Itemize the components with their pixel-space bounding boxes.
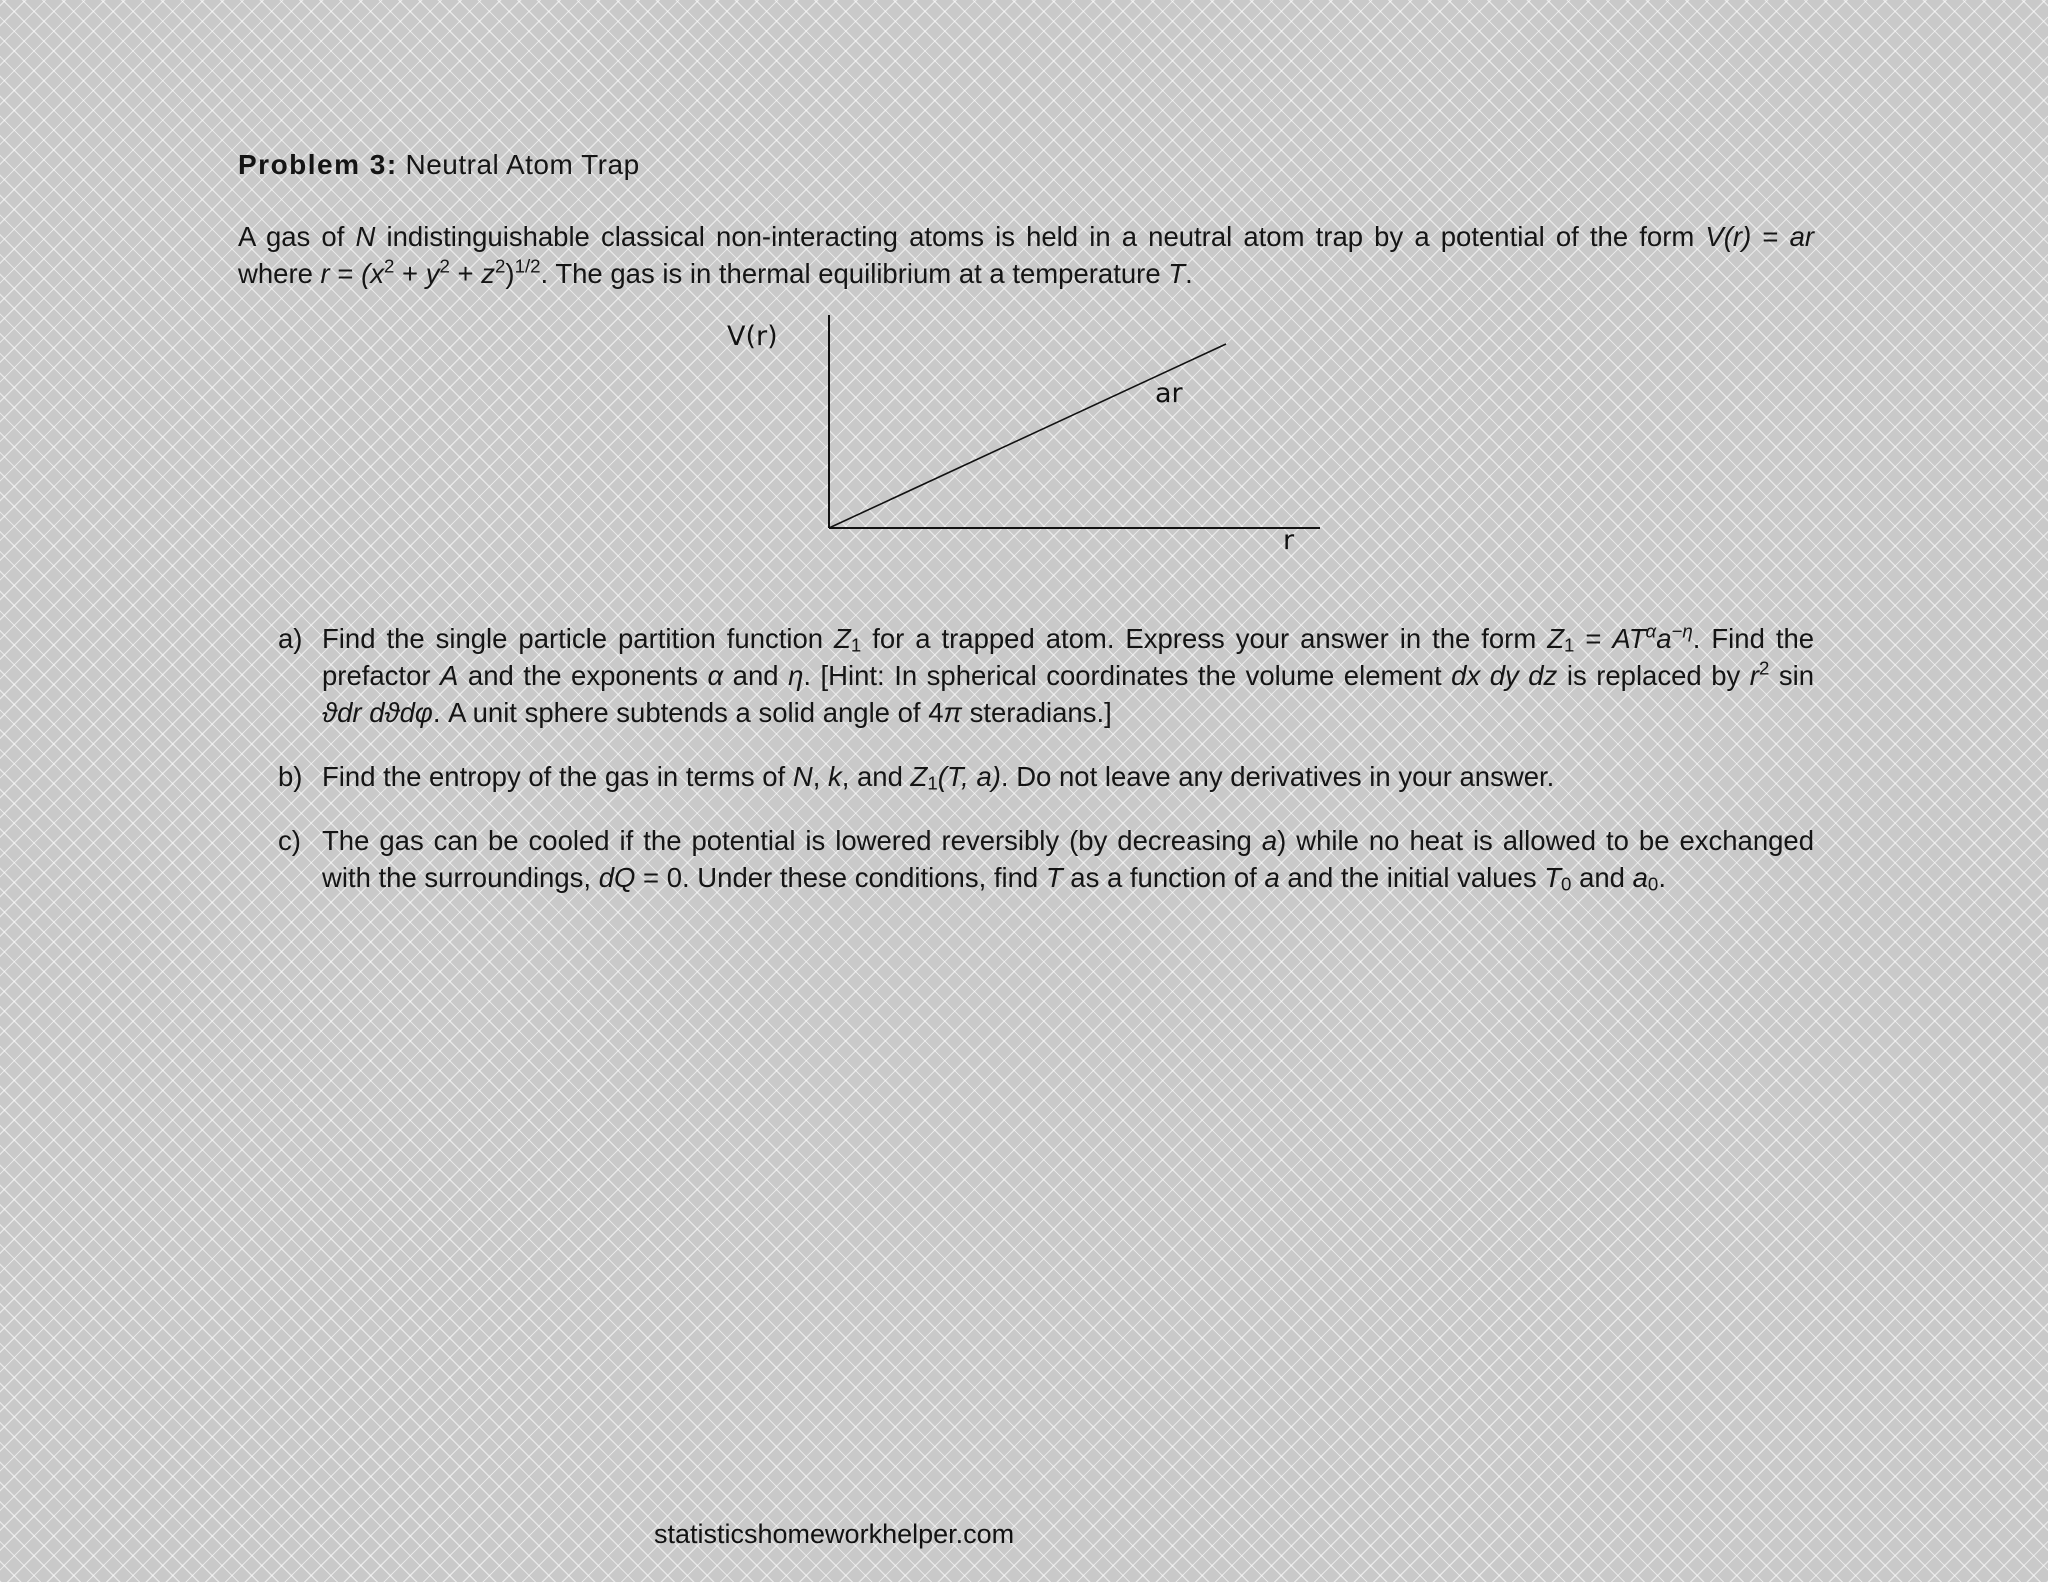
math-exponent: 2	[1758, 657, 1770, 679]
math-r-arg: (r)	[1723, 221, 1752, 252]
math-eta: η	[788, 660, 804, 691]
math-r: r	[1749, 660, 1759, 691]
problem-heading	[238, 146, 1814, 183]
math-y: y	[425, 258, 440, 289]
question-marker: c)	[278, 825, 301, 856]
potential-plot	[700, 305, 1340, 565]
question-comma: ,	[812, 761, 821, 792]
question-text: is replaced by	[1566, 660, 1741, 691]
math-a0: a	[1632, 862, 1648, 893]
question-text: Find the prefactor	[322, 623, 1815, 691]
question-text: . Do not leave any derivatives in your answer.	[1000, 761, 1555, 792]
math-exponent-half: 1/2	[514, 255, 541, 277]
intro-paragraph	[238, 218, 1814, 292]
question-text: = 0. Under these conditions, find	[643, 862, 1039, 893]
question-text: and the exponents	[467, 660, 698, 691]
math-T: T	[1045, 862, 1063, 893]
question-text: . [Hint: In spherical coordinates the volume element	[803, 660, 1442, 691]
math-subscript: 1	[850, 634, 862, 656]
math-plus: +	[402, 258, 419, 289]
intro-text: indistinguishable classical non-interacting atoms is held in a neutral atom trap by a potential of the form	[386, 221, 1695, 252]
question-text: and	[1579, 862, 1625, 893]
math-exponent-eta: −η	[1671, 620, 1693, 642]
math-exponent-alpha: α	[1645, 620, 1657, 642]
intro-text: . The gas is in thermal equilibrium at a temperature	[540, 258, 1161, 289]
intro-period: .	[1185, 258, 1193, 289]
y-axis-label: V(r)	[727, 321, 778, 352]
question-text: and	[732, 660, 779, 691]
potential-figure	[700, 305, 1340, 565]
math-a: a	[1656, 623, 1672, 654]
math-ar: ar	[1789, 221, 1815, 252]
math-plus: +	[457, 258, 474, 289]
question-text: . A unit sphere subtends a solid angle of 4	[432, 697, 944, 728]
math-volume-element: dx dy dz	[1451, 660, 1558, 691]
math-exponent: 2	[494, 255, 506, 277]
math-Z: Z	[834, 623, 851, 654]
math-a: a	[1261, 825, 1278, 856]
math-equals: =	[1762, 221, 1779, 252]
math-N: N	[355, 221, 376, 252]
line-label: ar	[1155, 378, 1183, 409]
question-marker: b)	[278, 761, 303, 792]
math-subscript: 0	[1561, 873, 1572, 895]
math-exponent: 2	[383, 255, 395, 277]
question-b	[278, 758, 1814, 795]
math-k: k	[827, 761, 842, 792]
math-sin: sin	[1778, 660, 1815, 691]
math-dQ: dQ	[598, 862, 636, 893]
intro-text: where	[238, 258, 313, 289]
question-text: Find the entropy of the gas in terms of	[322, 761, 786, 792]
math-equals: =	[1585, 623, 1602, 654]
x-axis-label: r	[1283, 525, 1295, 556]
question-marker: a)	[278, 623, 303, 654]
math-pi: π	[943, 697, 962, 728]
question-c	[278, 822, 1814, 896]
math-A: A	[440, 660, 459, 691]
question-period: .	[1658, 862, 1666, 893]
potential-line	[829, 344, 1226, 528]
math-T: T	[1168, 258, 1186, 289]
math-Z: Z	[1547, 623, 1565, 654]
question-text: ) while no heat is allowed to be exchanged with the surroundings,	[322, 825, 1815, 893]
math-alpha: α	[707, 660, 724, 691]
math-spherical-element: ϑdr dϑdφ	[322, 697, 433, 728]
question-text: as a function of	[1070, 862, 1257, 893]
math-exponent: 2	[439, 255, 450, 277]
footer-watermark: statisticshomeworkhelper.com	[654, 1519, 1015, 1549]
math-N: N	[792, 761, 813, 792]
math-AT: AT	[1612, 623, 1646, 654]
math-V: V	[1705, 221, 1724, 252]
math-a: a	[1264, 862, 1280, 893]
math-x: (x	[361, 258, 384, 289]
math-arguments: (T, a)	[937, 761, 1001, 792]
question-text: steradians.]	[969, 697, 1112, 728]
problem-intro	[238, 218, 1814, 292]
math-z: z	[481, 258, 495, 289]
problem-label: Problem 3:	[238, 149, 398, 180]
problem-title: Neutral Atom Trap	[405, 149, 640, 180]
math-paren: )	[505, 258, 515, 289]
question-text: and the initial values	[1287, 862, 1537, 893]
math-Z: Z	[910, 761, 928, 792]
question-list	[278, 620, 1814, 923]
question-text: Find the single particle partition function	[322, 623, 824, 654]
question-text: , and	[841, 761, 903, 792]
math-r: r	[320, 258, 330, 289]
question-period: .	[1692, 623, 1701, 654]
question-text: for a trapped atom. Express your answer in the form	[872, 623, 1537, 654]
math-subscript: 0	[1647, 873, 1659, 895]
math-subscript: 1	[1564, 634, 1575, 656]
math-equals: =	[337, 258, 354, 289]
intro-text: A gas of	[238, 221, 345, 252]
question-text: The gas can be cooled if the potential is lowered reversibly (by decreasing	[322, 825, 1252, 856]
question-a	[278, 620, 1814, 731]
math-subscript: 1	[927, 772, 938, 794]
math-T0: T	[1544, 862, 1562, 893]
